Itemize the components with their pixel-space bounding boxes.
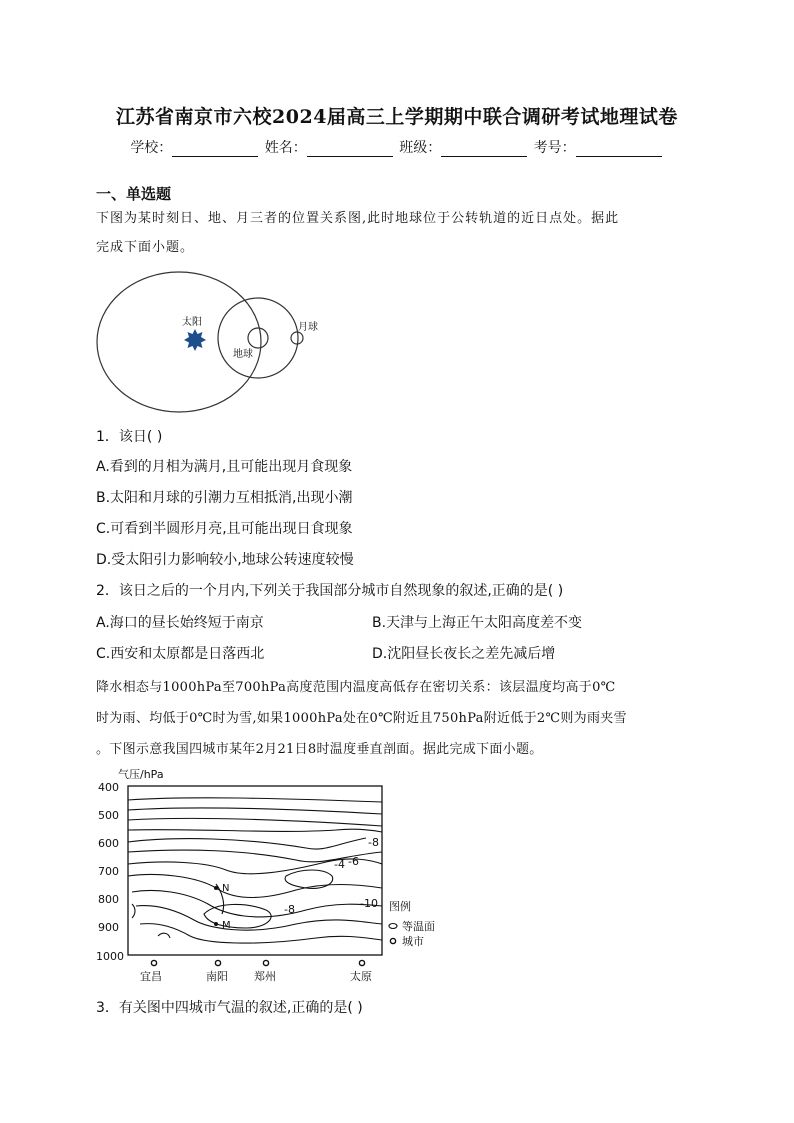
y-tick-400: 400 [98, 781, 119, 794]
y-tick-500: 500 [98, 809, 119, 822]
earth-orbit-circle [97, 272, 261, 412]
city-label-zhengzhou: 郑州 [254, 970, 276, 983]
exam-title: 江苏省南京市六校2024届高三上学期期中联合调研考试地理试卷 [116, 106, 678, 128]
q2-option-a[interactable]: A.海口的昼长始终短于南京 [96, 615, 264, 631]
passage2-line1: 降水相态与1000hPa至700hPa高度范围内温度高低存在密切关系：该层温度均高于0℃ [96, 680, 616, 695]
name-blank[interactable] [307, 142, 393, 157]
q3-stem: 3．有关图中四城市气温的叙述,正确的是( ) [96, 1000, 363, 1016]
passage2-line2: 时为雨、均低于0℃时为雪,如果1000hPa处在0℃附近且750hPa附近低于2℃则为雨夹雪 [96, 711, 627, 726]
sun-earth-moon-figure [92, 270, 342, 420]
class-label: 班级： [399, 140, 442, 156]
school-blank[interactable] [172, 142, 258, 157]
q2-option-c[interactable]: C.西安和太原都是日落西北 [96, 646, 265, 662]
sun-label: 太阳 [182, 317, 202, 328]
contour-label-minus8-bottom: -8 [284, 903, 295, 916]
q1-stem: 1．该日( ) [96, 429, 163, 445]
contour-label-minus10: -10 [360, 897, 378, 910]
section-heading: 一、单选题 [96, 185, 172, 203]
school-label: 学校： [130, 140, 173, 156]
passage1-line1: 下图为某时刻日、地、月三者的位置关系图,此时地球位于公转轨道的近日点处。据此 [96, 211, 620, 226]
q2-stem: 2．该日之后的一个月内,下列关于我国部分城市自然现象的叙述,正确的是( ) [96, 583, 564, 599]
legend-isotherm-icon [389, 924, 397, 929]
moon-symbol [291, 332, 303, 344]
passage2-line3: 。下图示意我国四城市某年2月21日8时温度垂直剖面。据此完成下面小题。 [96, 742, 543, 757]
legend-title: 图例 [389, 900, 411, 913]
q1-option-d[interactable]: D.受太阳引力影响较小,地球公转速度较慢 [96, 552, 354, 568]
passage1-line2: 完成下面小题。 [96, 240, 195, 255]
q1-option-c[interactable]: C.可看到半圆形月亮,且可能出现日食现象 [96, 521, 353, 537]
sun-icon [184, 329, 206, 351]
legend-city-label: 城市 [402, 935, 424, 948]
city-label-taiyuan: 太原 [350, 970, 372, 983]
moon-label: 月球 [298, 322, 318, 333]
y-tick-700: 700 [98, 865, 119, 878]
q1-option-a[interactable]: A.看到的月相为满月,且可能出现月食现象 [96, 459, 353, 475]
city-label-nanyang: 南阳 [206, 970, 228, 983]
city-marker-nanyang [215, 960, 220, 965]
earth-label: 地球 [233, 349, 253, 360]
city-marker-yichang [151, 960, 156, 965]
y-tick-600: 600 [98, 837, 119, 850]
point-n-marker [214, 886, 218, 890]
point-m-label: M [222, 920, 231, 931]
contour-label-minus8-top: -8 [368, 836, 379, 849]
student-info-line [0, 137, 794, 157]
legend-city-icon [390, 938, 395, 943]
q2-option-d[interactable]: D.沈阳昼长夜长之差先减后增 [372, 646, 556, 662]
point-n-label: N [222, 883, 230, 894]
contour-label-minus4: -4 [334, 858, 345, 871]
moon-orbit-circle [218, 298, 298, 378]
point-m-marker [214, 922, 218, 926]
exam-number-blank[interactable] [576, 142, 662, 157]
class-blank[interactable] [441, 142, 527, 157]
city-marker-taiyuan [359, 960, 364, 965]
name-label: 姓名： [264, 140, 307, 156]
y-tick-800: 800 [98, 893, 119, 906]
contour-label-minus6: -6 [348, 855, 359, 868]
y-axis-label: 气压/hPa [118, 768, 164, 781]
q2-option-b[interactable]: B.天津与上海正午太阳高度差不变 [372, 615, 583, 631]
q1-option-b[interactable]: B.太阳和月球的引潮力互相抵消,出现小潮 [96, 490, 353, 506]
y-tick-900: 900 [98, 921, 119, 934]
city-marker-zhengzhou [263, 960, 268, 965]
exam-number-label: 考号： [533, 140, 576, 156]
temperature-profile-figure [96, 764, 456, 986]
legend-isotherm-label: 等温面 [402, 920, 435, 933]
y-tick-1000: 1000 [96, 950, 124, 963]
earth-symbol [248, 328, 268, 348]
city-label-yichang: 宜昌 [140, 970, 162, 983]
